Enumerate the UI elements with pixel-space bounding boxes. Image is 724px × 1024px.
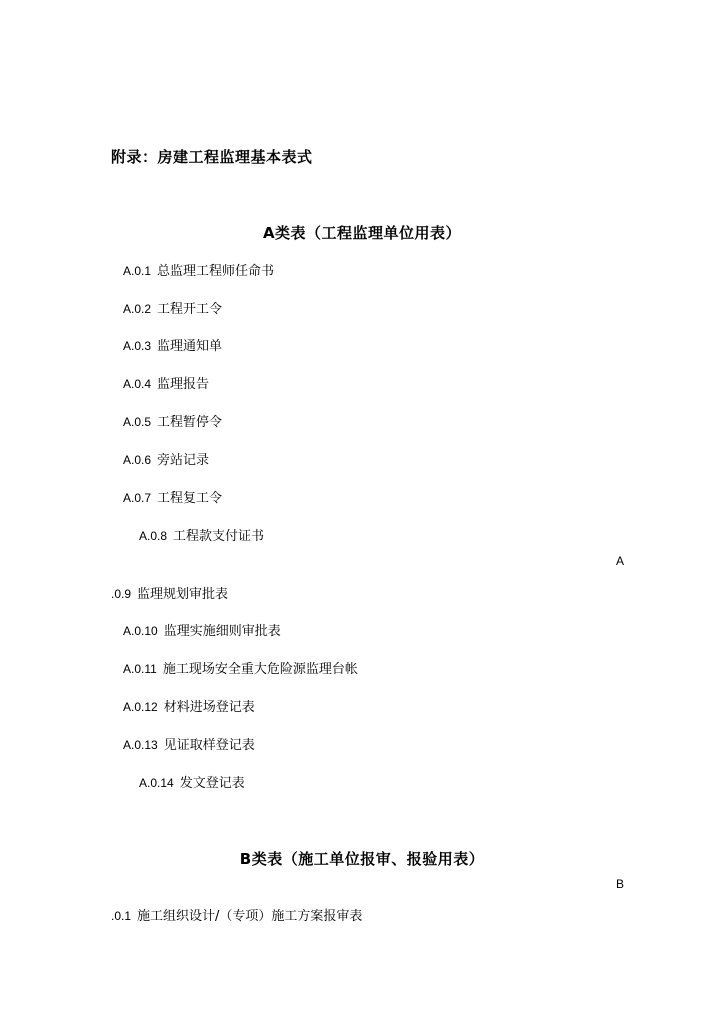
item-label: 监理规划审批表: [137, 587, 229, 602]
section-a-title: A类表（工程监理单位用表）: [262, 224, 462, 242]
item-label: 见证取样登记表: [163, 738, 255, 753]
item-number: A.0.1: [123, 264, 152, 278]
list-item: [139, 525, 264, 544]
item-label: 总监理工程师任命书: [157, 264, 275, 279]
list-item: [123, 487, 222, 506]
item-label: 工程暂停令: [157, 415, 223, 430]
item-number: A.0.7: [123, 491, 152, 505]
item-label: 发文登记表: [179, 776, 245, 791]
list-item: [123, 658, 358, 677]
list-item: [123, 260, 274, 279]
list-item: [123, 411, 222, 430]
list-item: [123, 335, 222, 354]
item-label: 工程开工令: [157, 302, 223, 317]
item-number: A.0.12: [123, 700, 158, 714]
list-item: [111, 583, 228, 602]
list-item: [123, 298, 222, 317]
item-number: .0.1: [111, 909, 132, 923]
list-item: [139, 772, 245, 791]
list-item: [123, 734, 255, 753]
list-item: [123, 373, 209, 392]
appendix-heading: 附录：房建工程监理基本表式: [111, 148, 313, 166]
list-item: [123, 696, 255, 715]
item-label: 旁站记录: [157, 453, 210, 468]
wrapped-prefix: B: [615, 877, 624, 891]
item-number: A.0.2: [123, 302, 152, 316]
item-number: A.0.4: [123, 377, 152, 391]
item-number: A.0.10: [123, 624, 158, 638]
item-number: A.0.5: [123, 415, 152, 429]
item-label: 施工组织设计/（专项）施工方案报审表: [137, 909, 363, 924]
item-label: 监理报告: [157, 377, 210, 392]
list-item: [111, 905, 362, 924]
item-number: A.0.14: [139, 776, 174, 790]
item-number: A.0.6: [123, 453, 152, 467]
item-label: 施工现场安全重大危险源监理台帐: [162, 662, 358, 677]
item-number: A.0.8: [139, 529, 168, 543]
list-item: [123, 449, 209, 468]
item-label: 监理通知单: [157, 339, 223, 354]
list-item: [123, 620, 281, 639]
item-label: 材料进场登记表: [163, 700, 255, 715]
section-b-title: B类表（施工单位报审、报验用表）: [239, 850, 485, 868]
item-number: A.0.13: [123, 738, 158, 752]
item-label: 工程款支付证书: [173, 529, 265, 544]
item-number: A.0.3: [123, 339, 152, 353]
item-number: .0.9: [111, 587, 132, 601]
item-number: A.0.11: [123, 662, 157, 676]
item-label: 监理实施细则审批表: [163, 624, 281, 639]
item-label: 工程复工令: [157, 491, 223, 506]
wrapped-prefix: A: [615, 554, 624, 568]
